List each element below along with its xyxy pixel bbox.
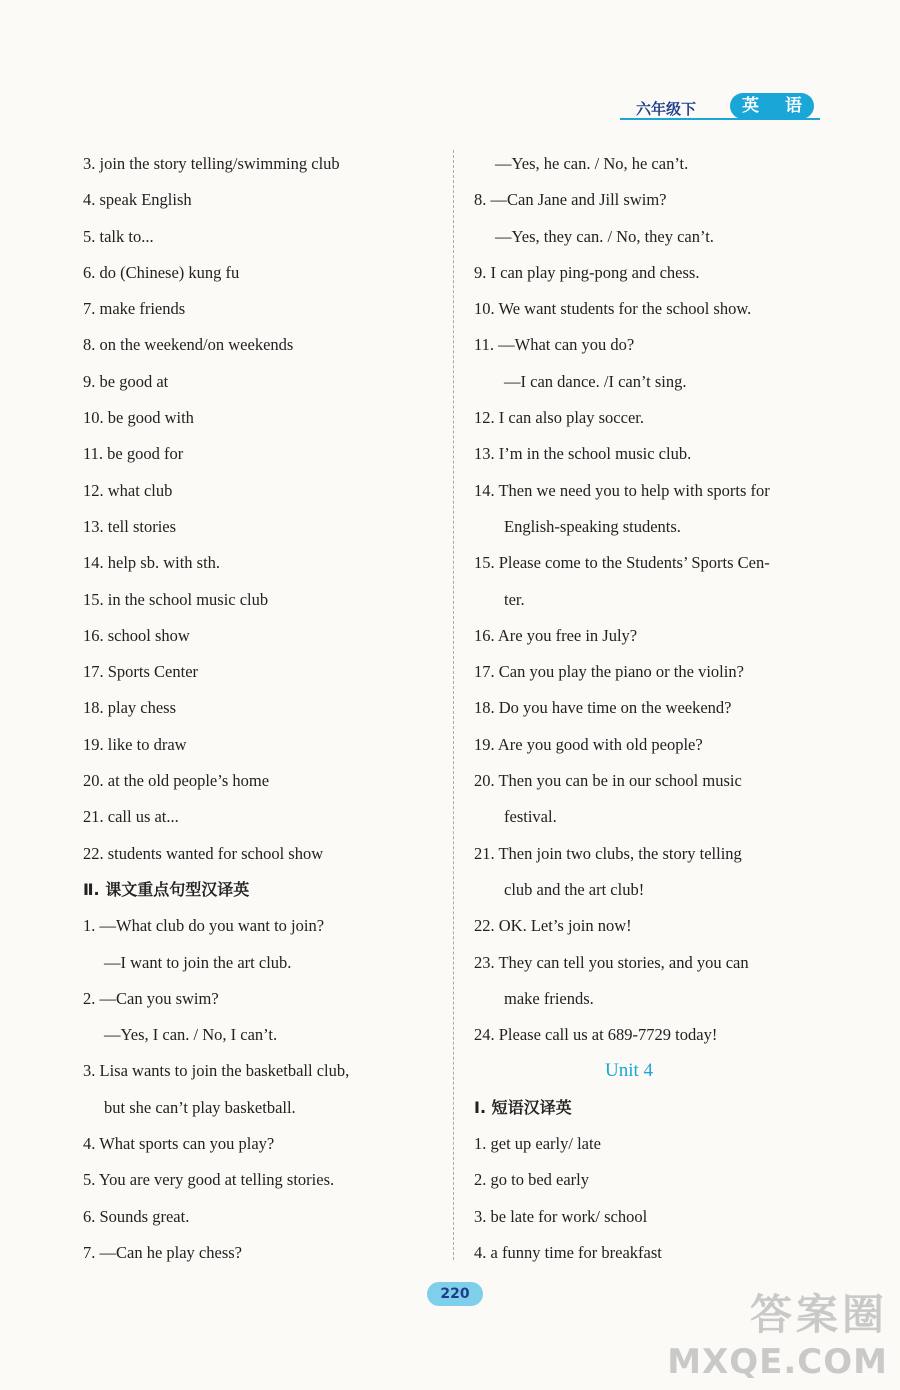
answer-line: 18. play chess: [83, 698, 177, 718]
answer-line: 14. help sb. with sth.: [83, 553, 221, 573]
answer-line: 11. —What can you do?: [474, 335, 635, 355]
answer-line: 20. Then you can be in our school music: [474, 771, 742, 791]
answer-line: —Yes, I can. / No, I can’t.: [104, 1025, 278, 1045]
answer-line: 4. What sports can you play?: [83, 1134, 275, 1154]
answer-line: 15. in the school music club: [83, 589, 269, 609]
header-rule: [620, 118, 820, 120]
answer-line: 3. be late for work/ school: [474, 1206, 648, 1226]
answer-line: 19. like to draw: [83, 734, 187, 754]
answer-line: 6. do (Chinese) kung fu: [83, 262, 240, 282]
answer-line: 5. You are very good at telling stories.: [83, 1170, 335, 1190]
answer-line: 6. Sounds great.: [83, 1206, 190, 1226]
answer-line: 15. Please come to the Students’ Sports Cen-: [474, 553, 770, 573]
answer-line: 4. speak English: [83, 190, 192, 210]
answer-line: 16. school show: [83, 625, 190, 645]
answer-line: 20. at the old people’s home: [83, 771, 270, 791]
answer-line: 17. Sports Center: [83, 662, 199, 682]
section-heading: Ⅱ. 课文重点句型汉译英: [83, 879, 250, 899]
answer-line: make friends.: [504, 988, 594, 1008]
answer-line: —Yes, he can. / No, he can’t.: [495, 154, 689, 173]
answer-line: —Yes, they can. / No, they can’t.: [495, 226, 714, 246]
answer-line: —I want to join the art club.: [104, 952, 292, 972]
answer-line: English-speaking students.: [504, 516, 681, 536]
subject-badge: 英 语: [730, 93, 814, 119]
section-heading: Ⅰ. 短语汉译英: [474, 1097, 572, 1117]
column-divider: [453, 150, 454, 1260]
answer-line: 12. I can also play soccer.: [474, 408, 644, 428]
answer-line: 21. Then join two clubs, the story telling: [474, 843, 742, 863]
answer-line: 22. students wanted for school show: [83, 843, 324, 863]
watermark-en: MXQE.COM: [667, 1342, 888, 1382]
answer-line: 2. go to bed early: [474, 1170, 590, 1190]
answer-line: 10. be good with: [83, 408, 194, 428]
answer-line: 12. what club: [83, 480, 173, 500]
answer-line: 1. get up early/ late: [474, 1134, 601, 1154]
answer-line: 1. —What club do you want to join?: [83, 916, 325, 936]
answer-line: 13. I’m in the school music club.: [474, 444, 692, 464]
answer-line: 7. make friends: [83, 299, 186, 319]
answer-line: 11. be good for: [83, 444, 184, 464]
answer-line: 19. Are you good with old people?: [474, 734, 703, 754]
answer-line: 4. a funny time for breakfast: [474, 1242, 662, 1262]
answer-line: 16. Are you free in July?: [474, 625, 638, 645]
answer-line: club and the art club!: [504, 879, 645, 899]
answer-line: 9. I can play ping-pong and chess.: [474, 262, 700, 282]
answer-line: but she can’t play basketball.: [104, 1097, 296, 1117]
answer-line: 24. Please call us at 689-7729 today!: [474, 1025, 718, 1045]
answer-line: 18. Do you have time on the weekend?: [474, 698, 732, 718]
watermark-cn: 答案圈: [749, 1290, 888, 1339]
answer-line: 10. We want students for the school show.: [474, 299, 752, 319]
answer-line: 8. —Can Jane and Jill swim?: [474, 190, 667, 210]
watermark: [667, 1282, 888, 1382]
answer-line: 17. Can you play the piano or the violin?: [474, 662, 744, 682]
answer-line: 5. talk to...: [83, 226, 154, 246]
answer-line: festival.: [504, 807, 557, 827]
answer-line: 22. OK. Let’s join now!: [474, 916, 632, 936]
answer-line: 7. —Can he play chess?: [83, 1242, 242, 1262]
answer-line: 9. be good at: [83, 371, 169, 391]
right-column: [474, 146, 824, 1271]
answer-line: 3. Lisa wants to join the basketball club,: [83, 1061, 350, 1081]
answer-line: 3. join the story telling/swimming club: [83, 154, 340, 173]
page-header: [600, 88, 820, 128]
left-column: [83, 146, 443, 1271]
page-number: 220: [427, 1282, 483, 1306]
grade-label: 六年级下: [636, 100, 697, 118]
answer-line: 13. tell stories: [83, 516, 177, 536]
answer-line: —I can dance. /I can’t sing.: [504, 371, 687, 391]
answer-line: ter.: [504, 589, 525, 609]
answer-line: 2. —Can you swim?: [83, 988, 219, 1008]
answer-line: 23. They can tell you stories, and you can: [474, 952, 749, 972]
answer-line: 14. Then we need you to help with sports for: [474, 480, 770, 500]
unit-heading: Unit 4: [604, 1060, 654, 1082]
answer-line: 21. call us at...: [83, 807, 179, 827]
answer-line: 8. on the weekend/on weekends: [83, 335, 294, 355]
